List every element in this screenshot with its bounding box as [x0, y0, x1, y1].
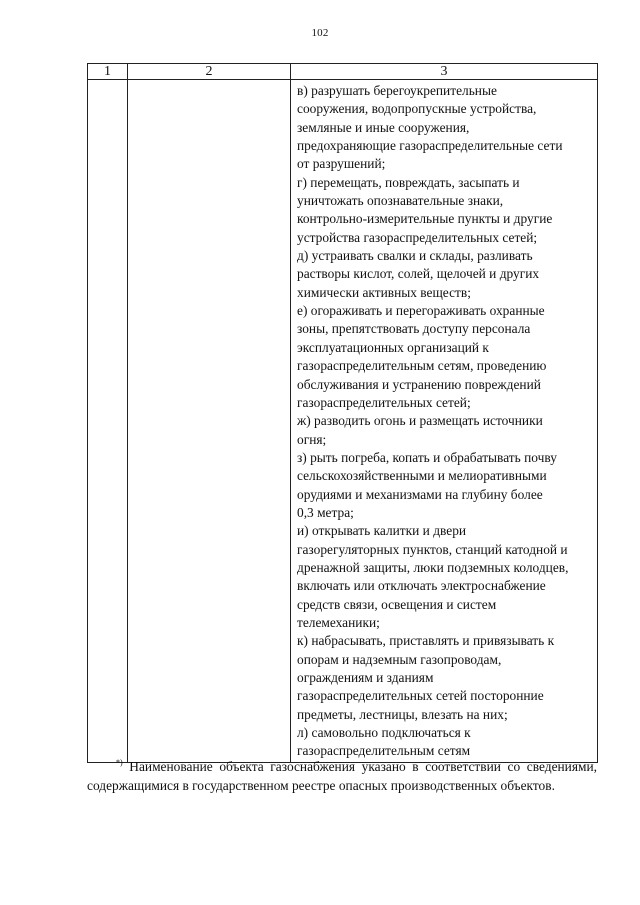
cell-col1-text [88, 80, 127, 83]
requirements-table [87, 63, 598, 763]
footnote-marker: *) [116, 758, 123, 767]
header-row [88, 64, 598, 80]
cell-col2 [128, 80, 291, 763]
column-header-3: 3 [291, 64, 598, 80]
page-number: 102 [311, 27, 329, 39]
prohibited-actions-list: в) разрушать берегоукрепительные сооружения, водопропускные устройства, земляные и иные сооружения, предохраняющие газораспределительные сети от разрушений; г) перемещать, повреждать, засыпать и уничтожать опознавательные знаки, контрольно-измерительные пункты и другие устройства газораспределительных сетей; д) устраивать свалки и склады, разливать растворы кислот, солей, щелочей и других химически активных веществ; е) огораживать и перегораживать охранные зоны, препятствовать доступу персонала эксплуатационных организаций к газораспределительным сетям, проведению обслуживания и устранению повреждений газораспределительных сетей; ж) разводить огонь и размещать источники огня; з) рыть погреба, копать и обрабатывать почву сельскохозяйственными и мелиоративными орудиями и механизмами на глубину более 0,3 метра; и) открывать калитки и двери газорегуляторных пунктов, станций катодной и дренажной защиты, люки подземных колодцев, включать или отключать электроснабжение средств связи, освещения и систем телемеханики; к) набрасывать, приставлять и привязывать к опорам и надземным газопроводам, ограждениям и зданиям газораспределительных сетей посторонние предметы, лестницы, влезать на них; л) самовольно подключаться к газораспределительным сетям [297, 83, 569, 759]
table-header [88, 64, 598, 80]
table-row [88, 80, 598, 763]
column-header-1: 1 [88, 64, 128, 80]
footnote-text: Наименование объекта газоснабжения указано в соответствии со сведениями, содержащимися в государственном реестре опасных производственных объектов. [87, 759, 597, 793]
footnote [87, 757, 597, 795]
column-header-2: 2 [128, 64, 291, 80]
cell-col2-text [128, 80, 290, 83]
cell-col3 [291, 80, 598, 763]
cell-col1 [88, 80, 128, 763]
